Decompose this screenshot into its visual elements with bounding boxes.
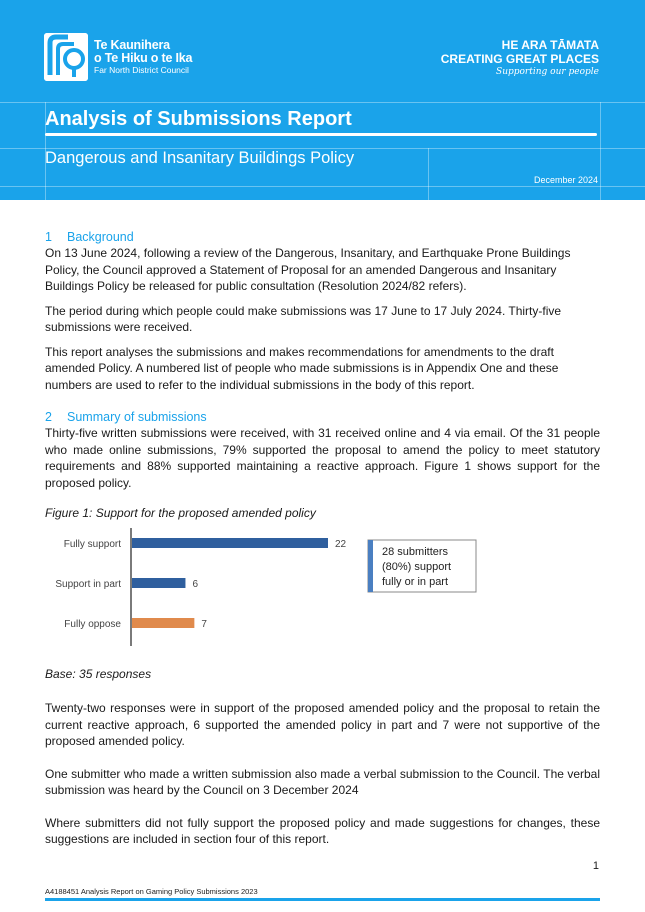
tagline-line3: Supporting our people (496, 67, 599, 77)
council-logo (44, 33, 192, 81)
tagline-line2: CREATING GREAT PLACES (440, 52, 599, 66)
banner-grid-line (0, 102, 645, 103)
tagline (441, 38, 599, 78)
banner-grid-line (600, 102, 601, 200)
title-divider (45, 133, 597, 136)
banner-grid-line (428, 148, 429, 200)
chart-callout-text: 28 submitters (382, 545, 449, 558)
chart-svg (45, 528, 600, 658)
chart-callout-text: fully or in part (382, 575, 449, 588)
chart-bar (132, 538, 328, 548)
section-heading-summary (45, 409, 600, 425)
section-heading-background (45, 229, 600, 245)
chart-bar (132, 578, 185, 588)
report-date: December 2024 (533, 175, 598, 185)
page-number: 1 (592, 860, 599, 872)
chart-base-note: Base: 35 responses (45, 666, 152, 681)
figure-caption: Figure 1: Support for the proposed amended policy (45, 506, 316, 520)
report-body (45, 229, 600, 856)
paragraph: On 13 June 2024, following a review of the Dangerous, Insanitary, and Earthquake Prone Buildings Policy, the Council approved a Statement of Proposal for an amended Dangerous and Insanitary Buildings Policy be released for public consultation (Resolution 2024/82 refers). (45, 246, 571, 293)
section-number: 1 (45, 230, 52, 244)
chart-data-label: 7 (201, 618, 207, 630)
chart-category-label: Fully support (63, 538, 121, 550)
chart-bar (132, 618, 194, 628)
document-reference: A4188451 Analysis Report on Gaming Policy Submissions 2023 (45, 887, 258, 896)
paragraph: Twenty-two responses were in support of the proposed amended policy and the proposal to retain the current reactive approach, 6 supported the amended policy in part and 7 were not supportive of the proposed amended policy. (45, 701, 600, 748)
paragraph: Thirty-five written submissions were received, with 31 received online and 4 via email. Of the 31 people who made online submissions, 79% supported the proposal to amend the policy to meet statutory requirements and 88% supported maintaining a reactive approach. Figure 1 shows support for the proposed policy. (45, 426, 600, 490)
section-title: Background (67, 230, 134, 244)
council-emblem-icon (44, 33, 88, 81)
paragraph: Where submitters did not fully support the proposed policy and made suggestions for changes, these suggestions are included in section four of this report. (45, 815, 600, 846)
support-bar-chart (45, 528, 600, 658)
chart-callout-text: (80%) support (382, 560, 452, 573)
paragraph: One submitter who made a written submission also made a verbal submission to the Council. The verbal submission was heard by the Council on 3 December 2024 (45, 766, 600, 797)
section-title: Summary of submissions (67, 410, 207, 424)
report-subtitle: Dangerous and Insanitary Buildings Policy (45, 149, 355, 167)
header-banner (0, 0, 645, 200)
banner-grid-line (0, 186, 645, 187)
chart-category-label: Fully oppose (64, 618, 121, 630)
org-name-line1: Te Kaunihera (94, 38, 170, 53)
paragraph: This report analyses the submissions and makes recommendations for amendments to the draft amended Policy. A numbered list of people who made submissions is in Appendix One and these numbers are used to refer to the individual submissions in the body of this report. (45, 344, 559, 392)
chart-data-label: 22 (335, 538, 347, 550)
report-title: Analysis of Submissions Report (45, 108, 352, 130)
footer-divider (45, 898, 600, 901)
section-number: 2 (45, 410, 52, 424)
chart-data-label: 6 (192, 578, 199, 590)
org-name-line3: Far North District Council (94, 65, 189, 76)
chart-callout-accent (368, 540, 373, 592)
tagline-line1: HE ARA TĀMATA (501, 38, 599, 52)
org-name-line2: o Te Hiku o te Ika (94, 50, 193, 65)
paragraph: The period during which people could make submissions was 17 June to 17 July 2024. Thirty-five submissions were received. (45, 303, 562, 334)
chart-category-label: Support in part (55, 578, 121, 590)
